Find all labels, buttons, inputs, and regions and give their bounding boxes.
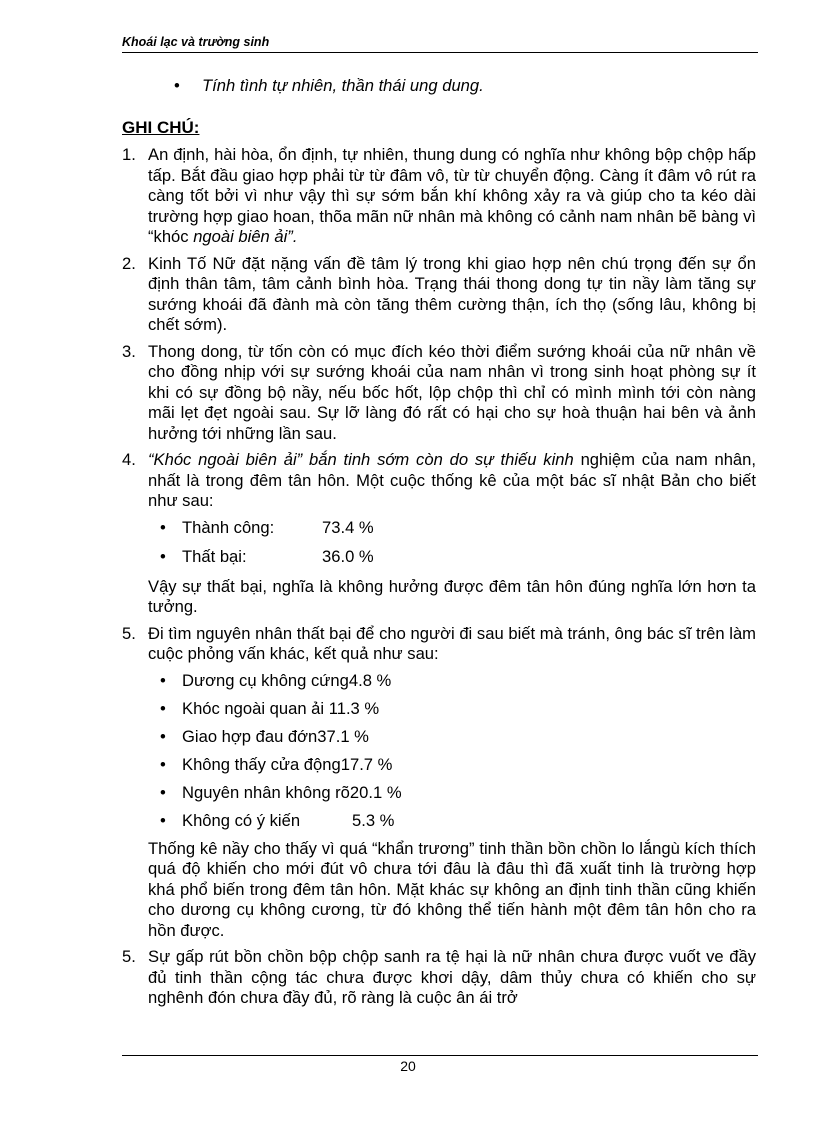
bullet-icon: •: [160, 670, 166, 690]
stat-label: Không thấy cửa động: [182, 754, 341, 774]
note-conclusion: Thống kê nầy cho thấy vì quá “khẩn trương” tinh thần bồn chồn lo lắngù kích thích quá độ khiến cho mới đút vô chưa tới đâu là đâu thì đã xuất tinh là trường hợp khá phổ biến trong đêm tân hôn. Mặt khác sự không an định tinh thần cũng khiến cho dương cụ không cương, từ đó không thể tiến hành một đêm tân hôn cho ra hồn được.: [148, 838, 756, 940]
note-text: Sự gấp rút bồn chồn bộp chộp sanh ra tệ hại là nữ nhân chưa được vuốt ve đầy đủ tinh thần cộng tác chưa được khơi dậy, dâm thủy chưa có khiến cho sự nghênh đón chưa đầy đủ, rõ ràng là cuộc ân ái trở: [148, 947, 756, 1007]
note-number: 1.: [122, 145, 136, 164]
stat-item: [148, 671, 756, 692]
stat-item: [148, 811, 756, 832]
stat-value: 73.4 %: [322, 517, 374, 537]
note-item: [122, 624, 756, 942]
bullet-icon: •: [160, 517, 166, 537]
stat-value: 17.7 %: [340, 754, 393, 774]
stat-label: Khóc ngoài quan ải: [182, 698, 325, 718]
stat-label: Thất bại:: [182, 547, 247, 566]
note-item: [122, 254, 756, 336]
stat-label: Dương cụ không cứng: [182, 670, 349, 690]
stat-item: [148, 727, 756, 748]
bullet-icon: •: [160, 810, 166, 830]
stat-item: [148, 547, 756, 568]
note-text: “Khóc ngoài biên ải” bắn tinh sớm còn do sự thiếu kinh nghiệm của nam nhân, nhất là trong đêm tân hôn. Một cuộc thống kê của một bác sĩ nhật Bản cho biết như sau:: [148, 450, 756, 510]
notes-heading: GHI CHÚ:: [122, 117, 200, 137]
stat-value: 36.0 %: [322, 547, 374, 566]
note-text: Kinh Tố Nữ đặt nặng vấn đề tâm lý trong khi giao hợp nên chú trọng đến sự ổn định thân tâm, tâm cảnh bình hòa. Trạng thái thong dong tự tin nầy làm tăng sự sướng khoái đã đành mà còn tăng thêm cường thận, ích thọ (sống lâu, không bị chết sớm).: [148, 253, 756, 334]
stat-label: Nguyên nhân không rõ: [182, 782, 350, 802]
bullet-icon: •: [160, 698, 166, 718]
bullet-icon: •: [160, 754, 166, 774]
stat-label: Không có ý kiến: [182, 810, 301, 830]
note-number: 5.: [122, 947, 136, 966]
top-bullet-text: Tính tình tự nhiên, thần thái ung dung.: [202, 76, 484, 95]
note-text: Đi tìm nguyên nhân thất bại để cho người đi sau biết mà tránh, ông bác sĩ trên làm cuộc phỏng vấn khác, kết quả như sau:: [148, 623, 756, 663]
note-item: [122, 342, 756, 445]
note-item: [122, 145, 756, 248]
note-text: Thong dong, từ tốn còn có mục đích kéo thời điểm sướng khoái của nữ nhân về cho đồng nhịp với sự sướng khoái của nam nhân vì trong sinh hoạt phòng sự ít khi có sự đồng bộ nầy, nếu bốc hốt, lộp chộp thì chỉ có mình mình tới còn nàng mãi lẹt đẹt ngoài sau. Sự lỡ làng đó rất có hại cho sự hoà thuận hai bên và ảnh hưởng tới những lần sau.: [148, 341, 756, 443]
note-item: [122, 947, 756, 1009]
stat-item: [148, 755, 756, 776]
note-item: [122, 450, 756, 618]
stat-value: 20.1 %: [349, 782, 402, 802]
bullet-icon: •: [174, 76, 180, 95]
page-content: [122, 76, 756, 1015]
note-number: 2.: [122, 253, 136, 273]
bullet-icon: •: [160, 547, 166, 566]
stat-label: Giao hợp đau đớn: [182, 726, 318, 746]
bullet-icon: •: [160, 726, 166, 746]
top-bullet: [122, 76, 756, 97]
page-header: Khoái lạc và trường sinh: [122, 35, 270, 49]
stat-item: [148, 699, 756, 720]
note-text: An định, hài hòa, ổn định, tự nhiên, thung dung có nghĩa như không bộp chộp hấp tấp. Bắt đầu giao hợp phải từ từ đâm vô, từ từ chuyển động. Càng ít đâm vô rút ra càng tốt bởi vì như vậy thì sự sớm bắn khí không xảy ra và giúp cho ta kéo dài trường hợp giao hoan, thõa mãn nữ nhân mà không có cảnh nam nhân bẽ bàng vì “khóc ngoài biên ải”.: [148, 145, 756, 246]
bullet-icon: •: [160, 782, 166, 802]
stat-label: Thành công:: [182, 517, 275, 537]
stat-value: 37.1 %: [317, 726, 369, 746]
header-rule: [122, 52, 758, 53]
page-number: 20: [400, 1058, 416, 1074]
stat-value: 11.3 %: [328, 698, 380, 718]
stat-value: 4.8 %: [348, 670, 392, 690]
note-conclusion: Vậy sự thất bại, nghĩa là không hưởng được đêm tân hôn đúng nghĩa lớn hơn ta tưởng.: [148, 576, 756, 616]
note-number: 4.: [122, 450, 136, 469]
stat-value: 5.3 %: [352, 810, 395, 830]
stats-list: [148, 671, 756, 832]
stat-item: [148, 518, 756, 539]
stat-item: [148, 783, 756, 804]
footer-rule: [122, 1055, 758, 1056]
note-number: 5.: [122, 623, 136, 643]
note-number: 3.: [122, 341, 136, 361]
stats-list: [148, 518, 756, 568]
